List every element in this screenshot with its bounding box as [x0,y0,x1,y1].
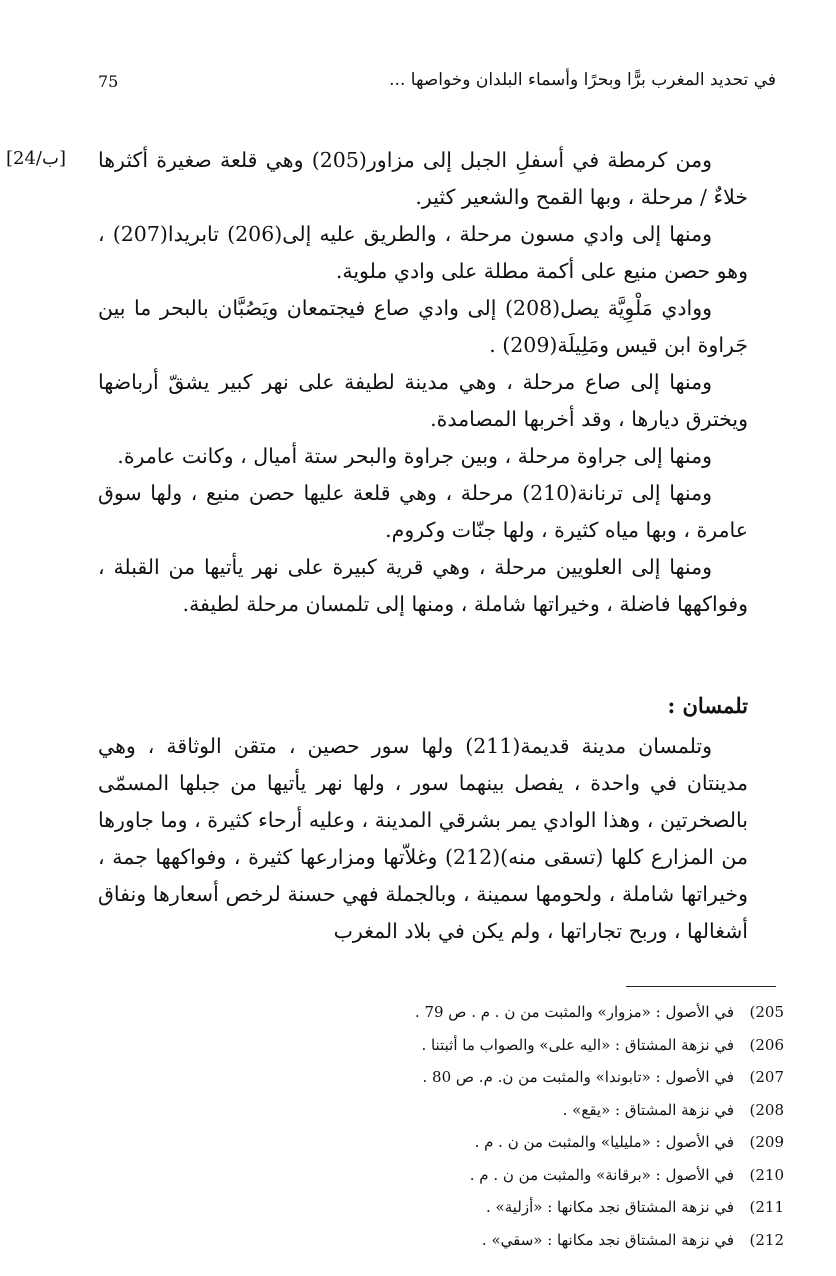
footnote-text: في الأصول : «مزوار» والمثبت من ن . م . ص 79 . [414,1003,734,1021]
running-head [98,70,776,100]
footnote-number: 205) [749,1003,784,1021]
footnote-text: في نزهة المشتاق نجد مكانها : «أزلية» . [486,1198,734,1216]
footnote-divider [626,986,776,987]
footnote-text: في نزهة المشتاق : «اليه على» والصواب ما أثبتنا . [421,1035,734,1054]
footnote [354,1094,784,1127]
section-tlemcen [98,690,748,950]
body-text [98,142,748,623]
footnote [354,1061,784,1094]
manuscript-folio-marker: [24/ب] [6,148,66,169]
footnote-number: 211) [749,1198,784,1216]
footnote-text: في نزهة المشتاق : «يقع» . [562,1100,734,1119]
footnote-text: في نزهة المشتاق نجد مكانها : «سقي» . [481,1230,734,1249]
footnote [354,1029,784,1062]
footnote-text: في الأصول : «برقانة» والمثبت من ن . م . [469,1165,734,1184]
footnote [354,1159,784,1192]
footnote-number: 209) [749,1133,784,1151]
paragraph: ووادي مَلْوِيَّة يصل(208) إلى وادي صاع فيجتمعان ويَصُبَّان بالبحر ما بين جَراوة ابن قيس ومَلِيلَة(209) . [98,296,748,357]
paragraph: ومنها إلى ترنانة(210) مرحلة ، وهي قلعة عليها حصن منيع ، ولها سوق عامرة ، وبها مياه كثيرة ، ولها جنّات وكروم. [98,481,748,542]
footnote [354,1191,784,1224]
paragraph: ومنها إلى صاع مرحلة ، وهي مدينة لطيفة على نهر كبير يشقّ أرباضها ويخترق ديارها ، وقد أخربها المصامدة. [98,370,748,431]
footnote-number: 212) [749,1230,784,1249]
footnote-text: في الأصول : «تابوندا» والمثبت من ن. م. ص 80 . [422,1068,734,1086]
page-number: 75 [98,72,119,91]
footnote-number: 206) [749,1035,784,1054]
paragraph: ومنها إلى وادي مسون مرحلة ، والطريق عليه إلى(206) تابريدا(207) ، وهو حصن منيع على أكمة مطلة على وادي ملوية. [98,222,748,283]
paragraph: ومنها إلى جراوة مرحلة ، وبين جراوة والبحر ستة أميال ، وكانت عامرة. [117,444,712,468]
footnote [354,1224,784,1257]
footnote-number: 207) [749,1068,784,1086]
footnote-number: 210) [749,1165,784,1184]
section-paragraph: وتلمسان مدينة قديمة(211) ولها سور حصين ، متقن الوثاقة ، وهي مدينتان في واحدة ، يفصل بينهما سور ، ولها نهر يأتيها من جبلها المسمّى بالصخرتين ، وهذا الوادي يمر بشرقي المدينة ، وعليه أرحاء كثيرة ، وما جاورها من المزارع كلها (تسقى منه)(212) وغلاّتها ومزارعها كثيرة ، وفواكهها جمة ، وخيراتها شاملة ، ولحومها سمينة ، وبالجملة فهي حسنة لرخص أسعارها ونفاق أشغالها ، وربح تجاراتها ، ولم يكن في بلاد المغرب [98,734,748,943]
footnote [354,996,784,1029]
section-heading: تلمسان : [667,693,748,718]
footnote-number: 208) [749,1100,784,1119]
running-title: في تحديد المغرب برًّا وبحرًا وأسماء البلدان وخواصها ... [389,70,776,90]
paragraph: ومن كرمطة في أسفلِ الجبل إلى مزاور(205) وهي قلعة صغيرة أكثرها خلاءٌ / مرحلة ، وبها القمح والشعير كثير. [98,148,748,209]
footnote [354,1126,784,1159]
paragraph: ومنها إلى العلويين مرحلة ، وهي قرية كبيرة على نهر يأتيها من القبلة ، وفواكهها فاضلة ، وخيراتها شاملة ، ومنها إلى تلمسان مرحلة لطيفة. [98,555,748,616]
footnotes [354,996,784,1256]
footnote-text: في الأصول : «مليليا» والمثبت من ن . م . [474,1133,734,1151]
